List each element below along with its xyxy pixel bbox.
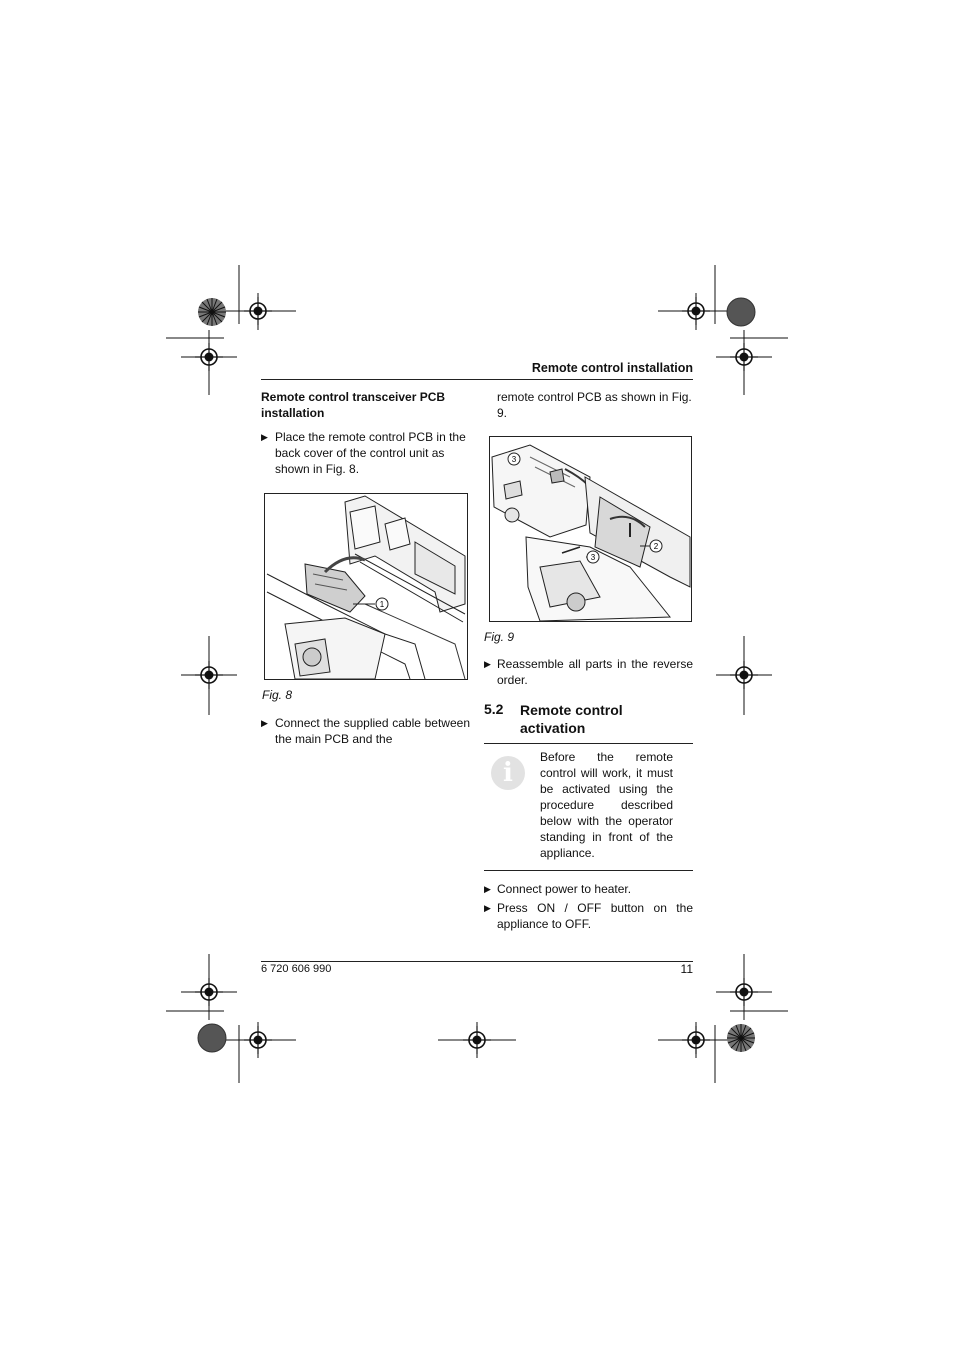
fig8-callout-1: 1 xyxy=(379,600,385,609)
fig9-callout-3a: 3 xyxy=(511,455,517,464)
note-top-rule xyxy=(484,743,693,744)
fig9-caption: Fig. 9 xyxy=(484,630,515,644)
document-number: 6 720 606 990 xyxy=(261,963,332,975)
fig8-caption: Fig. 8 xyxy=(262,688,293,702)
section-title: Remote control activation xyxy=(520,702,623,736)
triangle-bullet-icon: ▶ xyxy=(484,903,491,913)
triangle-bullet-icon: ▶ xyxy=(261,718,268,728)
instruction-step-1: Place the remote control PCB in the back cover of the control unit as shown in Fig. 8. xyxy=(275,430,466,476)
instruction-step-5: Press ON / OFF button on the appliance to OFF. xyxy=(497,901,693,931)
figure-8 xyxy=(264,493,468,680)
triangle-bullet-icon: ▶ xyxy=(261,432,268,442)
triangle-bullet-icon: ▶ xyxy=(484,884,491,894)
note-bottom-rule xyxy=(484,870,693,871)
instruction-step-2: Connect the supplied cable between the main PCB and the xyxy=(275,716,470,746)
instruction-step-4: Connect power to heater. xyxy=(497,882,632,896)
instruction-step-2-continued: remote control PCB as shown in Fig. 9. xyxy=(497,390,692,420)
running-header: Remote control installation xyxy=(531,361,693,375)
fig9-callout-3b: 3 xyxy=(590,553,596,562)
info-icon: i xyxy=(491,756,525,790)
figure-9 xyxy=(489,436,692,622)
instruction-step-3: Reassemble all parts in the reverse order. xyxy=(497,657,693,687)
fig9-illustration xyxy=(490,437,691,621)
subsection-heading: Remote control transceiver PCB installation xyxy=(261,390,446,420)
fig9-callout-2: 2 xyxy=(653,542,659,551)
page-number: 11 xyxy=(680,962,693,976)
header-divider xyxy=(261,379,693,380)
activation-note: Before the remote control will work, it must be activated using the procedure described below with the operator standing in front of the appliance. xyxy=(540,750,673,860)
section-number: 5.2 xyxy=(484,701,504,717)
fig8-illustration xyxy=(265,494,467,679)
triangle-bullet-icon: ▶ xyxy=(484,659,491,669)
